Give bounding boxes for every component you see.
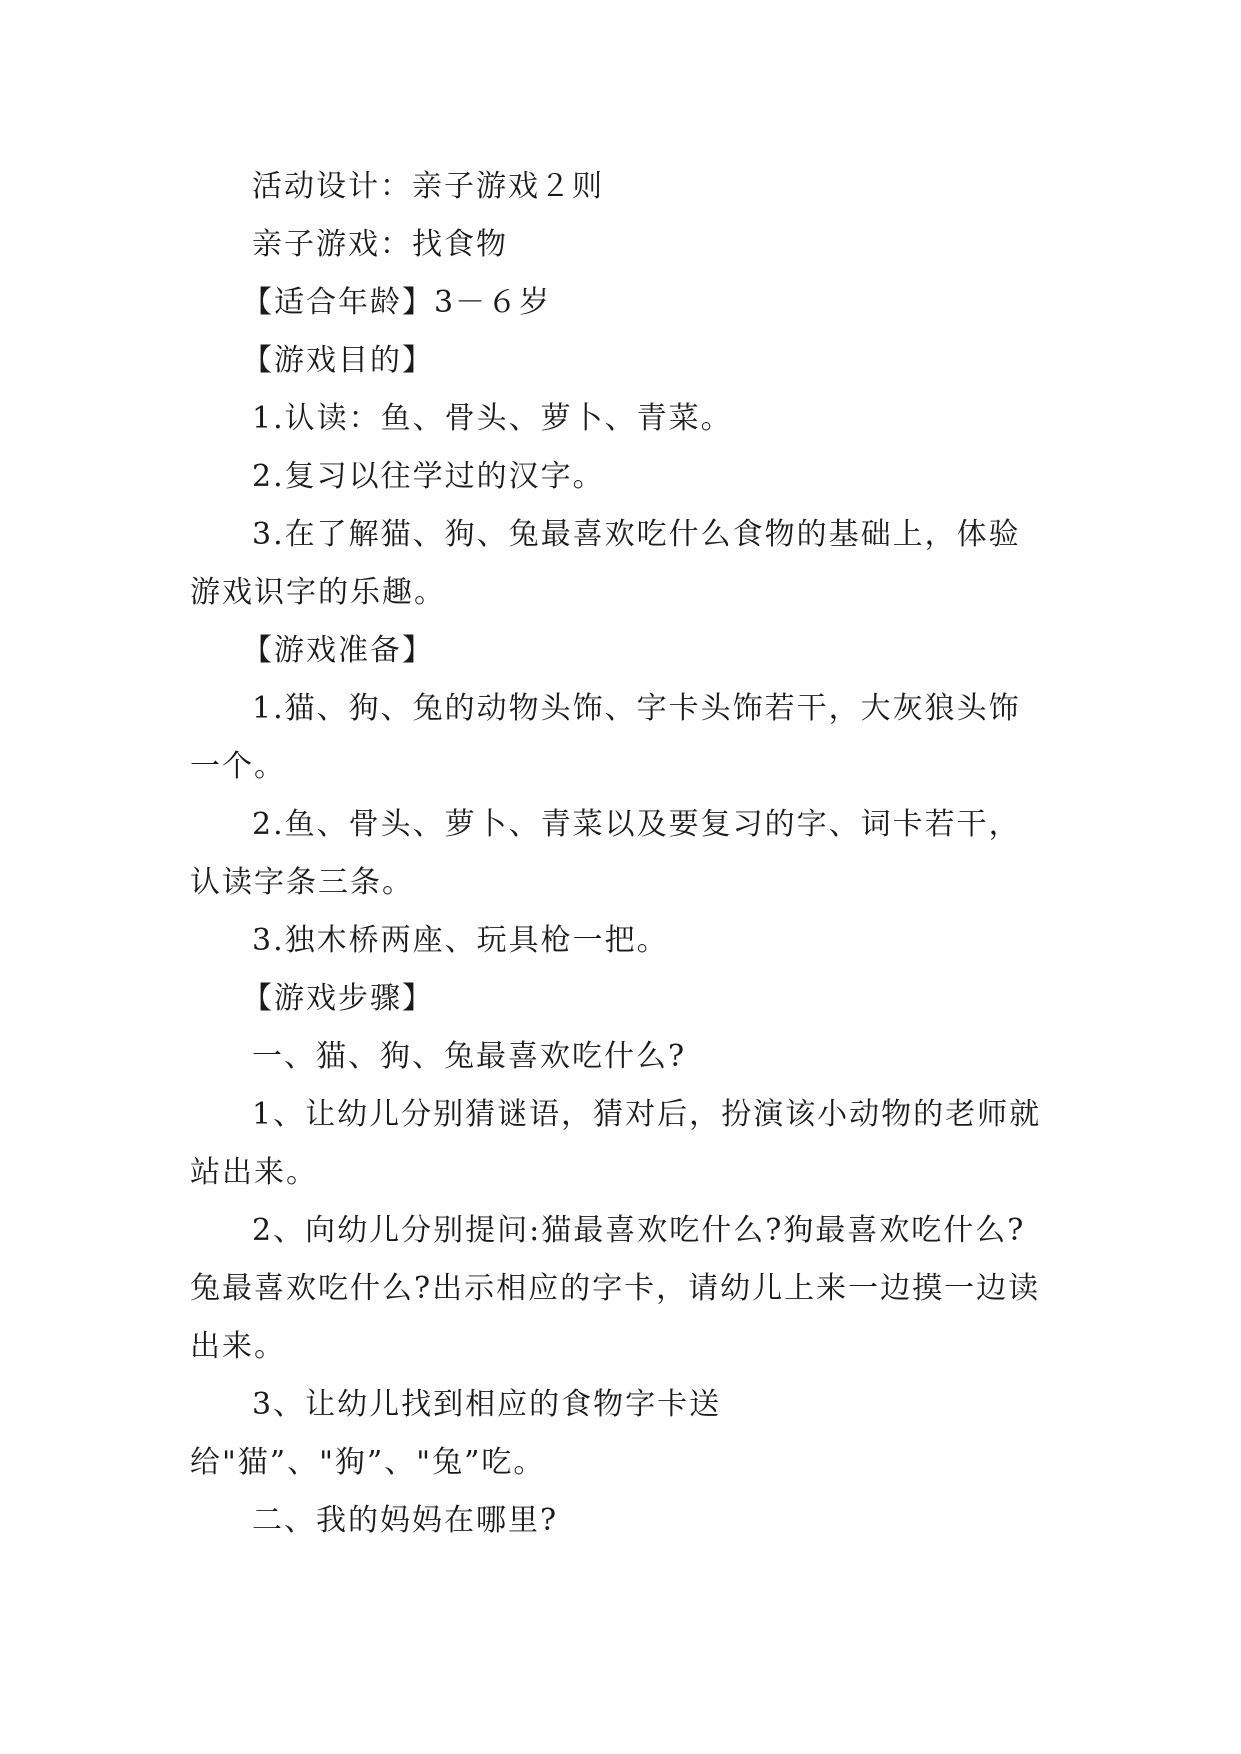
section-heading-steps: 【游戏步骤】 — [242, 981, 434, 1016]
game-title: 亲子游戏：找食物 — [252, 227, 508, 262]
preparation-item-2: 2.鱼、骨头、萝卜、青菜以及要复习的字、词卡若干，认读字条三条。 — [190, 807, 1021, 900]
step-1-item-1: 1、让幼儿分别猜谜语，猜对后，扮演该小动物的老师就站出来。 — [190, 1097, 1042, 1190]
preparation-item-3: 3.独木桥两座、玩具枪一把。 — [252, 923, 669, 958]
section-heading-preparation: 【游戏准备】 — [242, 633, 434, 668]
preparation-item-1: 1.猫、狗、兔的动物头饰、字卡头饰若干，大灰狼头饰一个。 — [190, 691, 1021, 784]
step-1-item-2: 2、向幼儿分别提问:猫最喜欢吃什么?狗最喜欢吃什么?兔最喜欢吃什么?出示相应的字卡，请幼儿上来一边摸一边读出来。 — [190, 1213, 1041, 1364]
step-1-item-3: 3、让幼儿找到相应的食物字卡送给"猫”、"狗”、"兔”吃。 — [190, 1387, 722, 1480]
suitable-age: 【适合年龄】3－６岁 — [242, 285, 552, 320]
purpose-item-1: 1.认读：鱼、骨头、萝卜、青菜。 — [252, 401, 733, 436]
document-body — [190, 158, 1050, 1550]
step-heading-2: 二、我的妈妈在哪里? — [252, 1503, 559, 1538]
purpose-item-2: 2.复习以往学过的汉字。 — [252, 459, 605, 494]
activity-title: 活动设计：亲子游戏２则 — [252, 169, 604, 204]
purpose-item-3: 3.在了解猫、狗、兔最喜欢吃什么食物的基础上，体验游戏识字的乐趣。 — [190, 517, 1021, 610]
section-heading-purpose: 【游戏目的】 — [242, 343, 434, 378]
step-heading-1: 一、猫、狗、兔最喜欢吃什么? — [252, 1039, 687, 1074]
